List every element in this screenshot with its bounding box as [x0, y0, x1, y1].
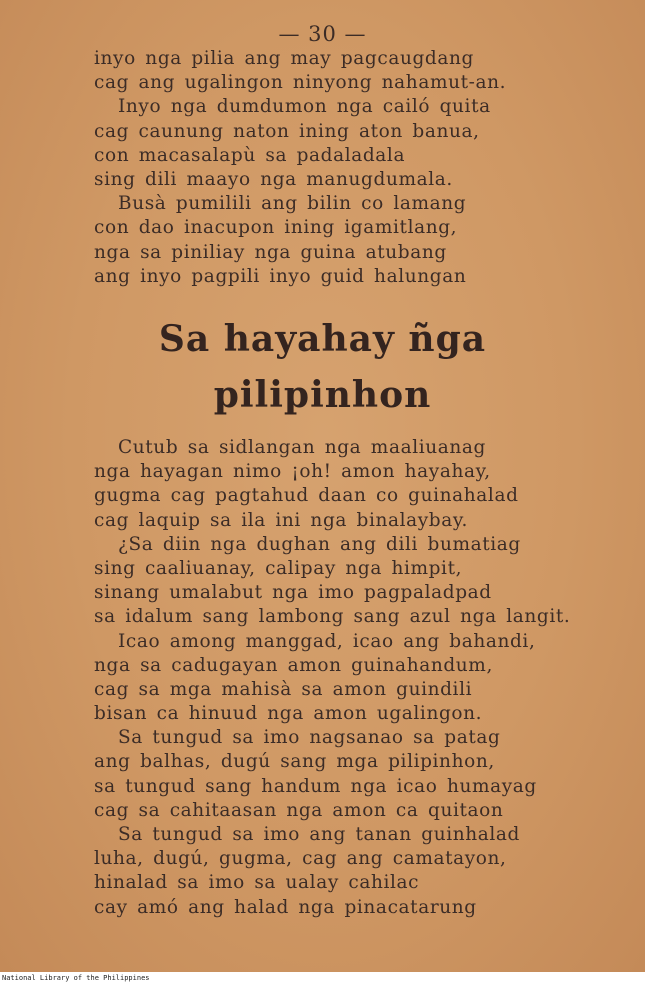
verse-line: gugma cag pagtahud daan co guinahalad: [94, 485, 519, 507]
verse-line: cag sa mga mahisà sa amon guindili: [94, 678, 473, 700]
verse-line: sa tungud sang handum nga icao humayag: [94, 775, 537, 797]
verse-line: nga hayagan nimo ¡oh! amon hayahay,: [94, 461, 491, 483]
verse-line: sing caaliuanay, calipay nga himpit,: [94, 557, 463, 579]
page-number: — 30 —: [278, 22, 367, 46]
verse-line: ang balhas, dugú sang mga pilipinhon,: [94, 751, 495, 773]
verse-line: Sa tungud sa imo ang tanan guinhalad: [118, 824, 521, 845]
verse-line: cag caunung naton ining aton banua,: [94, 120, 480, 142]
verse-line: Cutub sa sidlangan nga maaliuanag: [118, 437, 486, 458]
verse-line: luha, dugú, gugma, cag ang camatayon,: [94, 848, 507, 870]
poem-title-line-1: Sa hayahay ñga: [158, 318, 487, 360]
verse-line: hinalad sa imo sa ualay cahilac: [94, 872, 420, 894]
verse-line: inyo nga pilia ang may pagcaugdang: [94, 48, 474, 69]
poem-title-line-2: pilipinhon: [213, 374, 432, 416]
verse-line: bisan ca hinuud nga amon ugalingon.: [94, 703, 483, 725]
verse-line: ¿Sa diin nga dughan ang dili bumatiag: [118, 533, 521, 555]
verse-line: Busà pumilili ang bilin co lamang: [118, 193, 467, 215]
verse-line: Icao among manggad, icao ang bahandi,: [118, 630, 536, 652]
verse-line: cag sa cahitaasan nga amon ca quitaon: [94, 799, 504, 821]
verse-line: ang inyo pagpili inyo guid halungan: [94, 265, 467, 287]
verse-line: nga sa piniliay nga guina atubang: [94, 241, 447, 263]
verse-line: sinang umalabut nga imo pagpaladpad: [94, 582, 492, 604]
verse-line: Inyo nga dumdumon nga cailó quita: [118, 96, 491, 118]
verse-line: con dao inacupon ining igamitlang,: [94, 217, 458, 239]
previous-poem-ending: [94, 47, 506, 289]
verse-line: sa idalum sang lambong sang azul nga langit.: [94, 606, 571, 628]
verse-line: nga sa cadugayan amon guinahandum,: [94, 654, 493, 676]
library-credit: National Library of the Philippines: [2, 974, 150, 982]
verse-line: sing dili maayo nga manugdumala.: [94, 168, 453, 190]
verse-line: cag ang ugalingon ninyong nahamut-an.: [94, 72, 507, 94]
verse-line: cag laquip sa ila ini nga binalaybay.: [94, 509, 468, 531]
verse-line: con macasalapù sa padaladala: [94, 144, 406, 166]
verse-line: Sa tungud sa imo nagsanao sa patag: [118, 727, 501, 749]
poem-body: [94, 436, 570, 920]
verse-line: cay amó ang halad nga pinacatarung: [94, 896, 477, 918]
